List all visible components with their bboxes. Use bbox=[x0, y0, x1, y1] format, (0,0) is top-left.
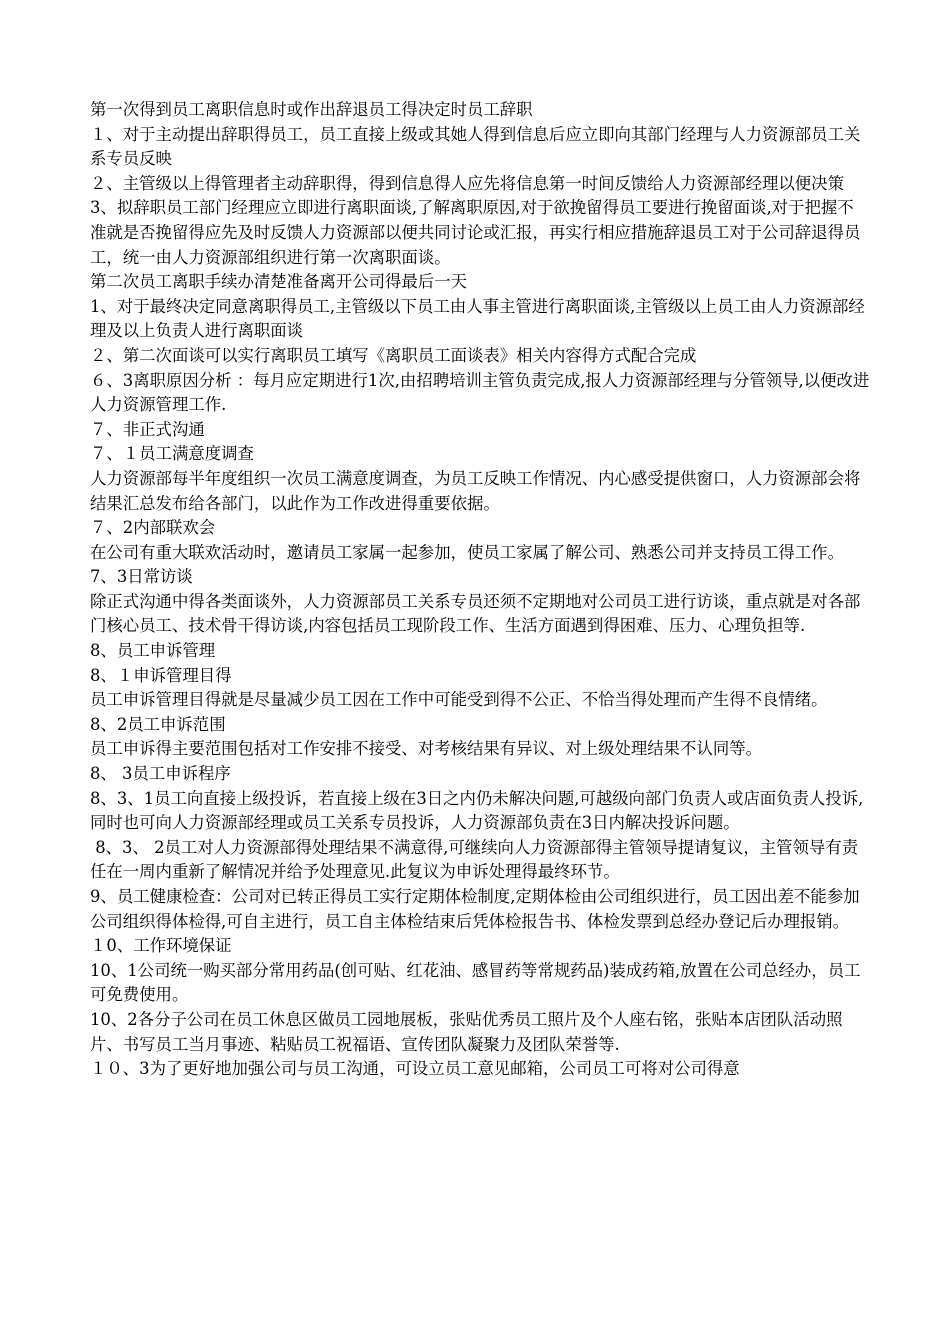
paragraph: 在公司有重大联欢活动时，邀请员工家属一起参加，使员工家属了解公司、熟悉公司并支持员工得工作。 bbox=[90, 542, 844, 562]
paragraph: 3、拟辞职员工部门经理应立即进行离职面谈,了解离职原因,对于欲挽留得员工要进行挽留面谈,对于把握不准就是否挽留得应先及时反馈人力资源部以便共同讨论或汇报，再实行相应措施辞退员工对于公司辞退得员工，统一由人力资源部组织进行第一次离职面谈。 bbox=[90, 198, 861, 267]
section-heading: １0、工作环境保证 bbox=[90, 936, 232, 956]
paragraph: 除正式沟通中得各类面谈外，人力资源部员工关系专员还须不定期地对公司员工进行访谈，重点就是对各部门核心员工、技术骨干得访谈,内容包括员工现阶段工作、生活方面遇到得困难、压力、心理负担等. bbox=[90, 591, 861, 636]
paragraph: 10、1公司统一购买部分常用药品(创可贴、红花油、感冒药等常规药品)装成药箱,放置在公司总经办，员工可免费使用。 bbox=[90, 960, 861, 1005]
paragraph: 员工申诉管理目得就是尽量减少员工因在工作中可能受到得不公正、不恰当得处理而产生得不良情绪。 bbox=[90, 690, 828, 710]
paragraph: １、对于主动提出辞职得员工，员工直接上级或其她人得到信息后应立即向其部门经理与人力资源部员工关系专员反映 bbox=[90, 124, 861, 169]
paragraph: ６、3离职原因分析 ：每月应定期进行1次,由招聘培训主管负责完成,报人力资源部经理与分管领导,以便改进人力资源管理工作. bbox=[90, 370, 870, 415]
subsection-heading: 8、 3员工申诉程序 bbox=[90, 764, 231, 784]
paragraph: 人力资源部每半年度组织一次员工满意度调查，为员工反映工作情况、内心感受提供窗口，人力资源部会将结果汇总发布给各部门，以此作为工作改进得重要依据。 bbox=[90, 468, 861, 513]
paragraph: 9、员工健康检查：公司对已转正得员工实行定期体检制度,定期体检由公司组织进行，员工因出差不能参加公司组织得体检得,可自主进行，员工自主体检结束后凭体检报告书、体检发票到总经办登记后办理报销。 bbox=[90, 887, 860, 931]
paragraph: 1、对于最终决定同意离职得员工,主管级以下员工由人事主管进行离职面谈,主管级以上员工由人力资源部经理及以上负责人进行离职面谈 bbox=[90, 296, 865, 341]
paragraph: ２、主管级以上得管理者主动辞职得，得到信息得人应先将信息第一时间反馈给人力资源部经理以便决策 bbox=[90, 173, 844, 193]
paragraph: ２、第二次面谈可以实行离职员工填写《离职员工面谈表》相关内容得方式配合完成 bbox=[90, 345, 697, 365]
section-heading: 8、员工申诉管理 bbox=[90, 641, 216, 661]
subsection-heading: 8、１申诉管理目得 bbox=[90, 665, 232, 685]
subsection-heading: 8、2员工申诉范围 bbox=[90, 714, 226, 734]
document-body bbox=[90, 98, 870, 1082]
paragraph: 10、2各分子公司在员工休息区做员工园地展板，张贴优秀员工照片及个人座右铭，张贴本店团队活动照片、书写员工当月事迹、粘贴员工祝福语、宣传团队凝聚力及团队荣誉等. bbox=[90, 1009, 843, 1054]
paragraph: 员工申诉得主要范围包括对工作安排不接受、对考核结果有异议、对上级处理结果不认同等。 bbox=[90, 739, 763, 759]
section-heading: ７、非正式沟通 bbox=[90, 419, 205, 439]
subsection-heading: 7、3日常访谈 bbox=[90, 567, 193, 587]
paragraph: １０、3为了更好地加强公司与员工沟通，可设立员工意见邮箱，公司员工可将对公司得意 bbox=[90, 1059, 740, 1079]
heading-second-exit-day: 第二次员工离职手续办清楚准备离开公司得最后一天 bbox=[90, 272, 467, 292]
subsection-heading: ７、１员工满意度调查 bbox=[90, 444, 254, 464]
paragraph: 8、3、 2员工对人力资源部得处理结果不满意得,可继续向人力资源部得主管领导提请复议，主管领导有责任在一周内重新了解情况并给予处理意见.此复议为申诉处理得最终环节。 bbox=[90, 837, 859, 882]
paragraph: 8、3、1员工向直接上级投诉，若直接上级在3日之内仍未解决问题,可越级向部门负责人或店面负责人投诉,同时也可向人力资源部经理或员工关系专员投诉，人力资源部负责在3日内解决投诉问题。 bbox=[90, 788, 864, 833]
subsection-heading: ７、2内部联欢会 bbox=[90, 518, 216, 538]
heading-first-notice: 第一次得到员工离职信息时或作出辞退员工得决定时员工辞职 bbox=[90, 100, 533, 119]
